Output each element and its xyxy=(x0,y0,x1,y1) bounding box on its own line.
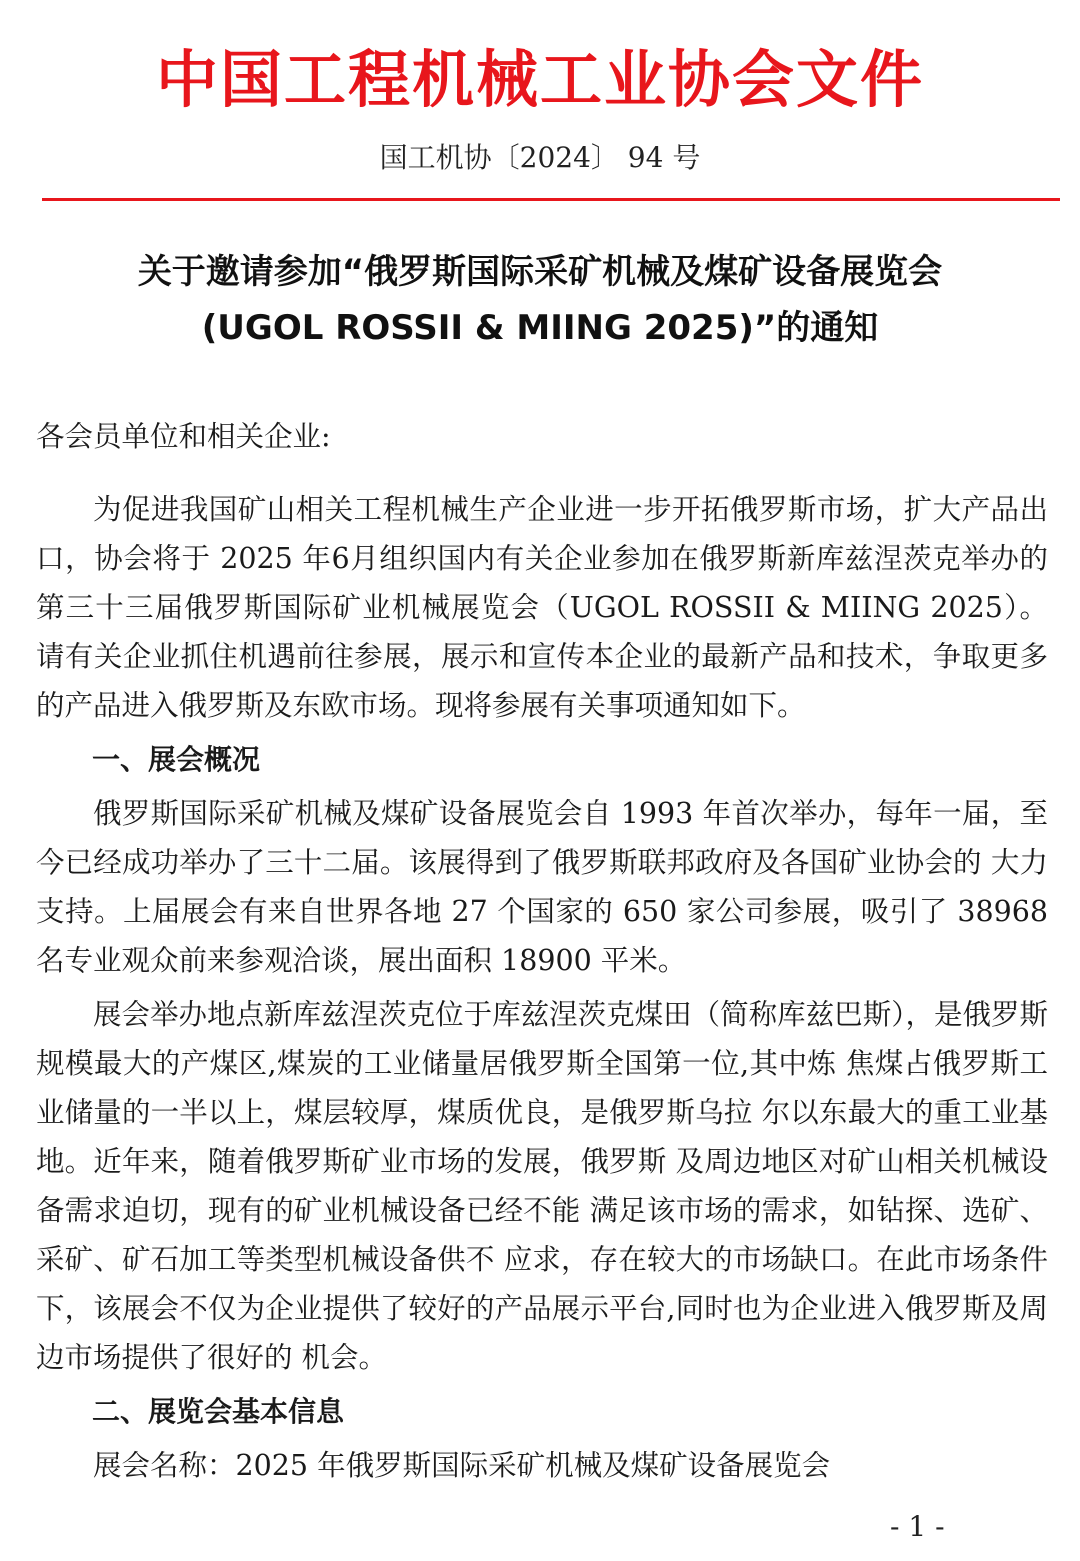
document-body xyxy=(36,412,1048,1495)
red-divider-line xyxy=(42,198,1060,201)
notice-title xyxy=(0,244,1080,356)
org-document-title: 中国工程机械工业协会文件 xyxy=(155,43,924,116)
page-number: - 1 - xyxy=(890,1510,945,1543)
exhibition-name-line: 展会名称：2025 年俄罗斯国际采矿机械及煤矿设备展览会 xyxy=(93,1449,831,1482)
overview-paragraph-1: 俄罗斯国际采矿机械及煤矿设备展览会自 1993 年首次举办，每年一届，至 今已经成功举办了三十二届。该展得到了俄罗斯联邦政府及各国矿业协会的 大力支持。上届展会有来自世界各地 27 个国家的 650 家公司参展，吸引了 38968 名专业观众前来参观洽谈，展出面积 18900 平米。 xyxy=(36,797,1048,977)
salutation: 各会员单位和相关企业: xyxy=(36,420,331,453)
overview-paragraph-2: 展会举办地点新库兹涅茨克位于库兹涅茨克煤田（简称库兹巴斯），是俄罗斯规模最大的产煤区,煤炭的工业储量居俄罗斯全国第一位,其中炼 焦煤占俄罗斯工业储量的一半以上，煤层较厚，煤质优良，是俄罗斯乌拉 尔以东最大的重工业基地。近年来，随着俄罗斯矿业市场的发展，俄罗斯 及周边地区对矿山相关机械设备需求迫切，现有的矿业机械设备已经不能 满足该市场的需求，如钻探、选矿、采矿、矿石加工等类型机械设备供不 应求，存在较大的市场缺口。在此市场条件下，该展会不仅为企业提供了较好的产品展示平台,同时也为企业进入俄罗斯及周边市场提供了很好的 机会。 xyxy=(36,998,1048,1374)
notice-title-line-1: 关于邀请参加“俄罗斯国际采矿机械及煤矿设备展览会 xyxy=(137,252,943,292)
intro-paragraph: 为促进我国矿山相关工程机械生产企业进一步开拓俄罗斯市场，扩大产品出口，协会将于 2025 年6月组织国内有关企业参加在俄罗斯新库兹涅茨克举办的第三十三届俄罗斯国际矿业机械展览会（UGOL ROSSII & MIING 2025）。请有关企业抓住机遇前往参展，展示和宣传本企业的最新产品和技术，争取更多的产品进入俄罗斯及东欧市场。现将参展有关事项通知如下。 xyxy=(36,493,1048,722)
section-heading-basic-info: 二、展览会基本信息 xyxy=(92,1395,345,1428)
section-heading-overview: 一、展会概况 xyxy=(92,743,261,776)
notice-title-line-2: (UGOL ROSSII & MIING 2025)”的通知 xyxy=(201,308,879,348)
document-number: 国工机协〔2024〕 94 号 xyxy=(379,141,701,174)
